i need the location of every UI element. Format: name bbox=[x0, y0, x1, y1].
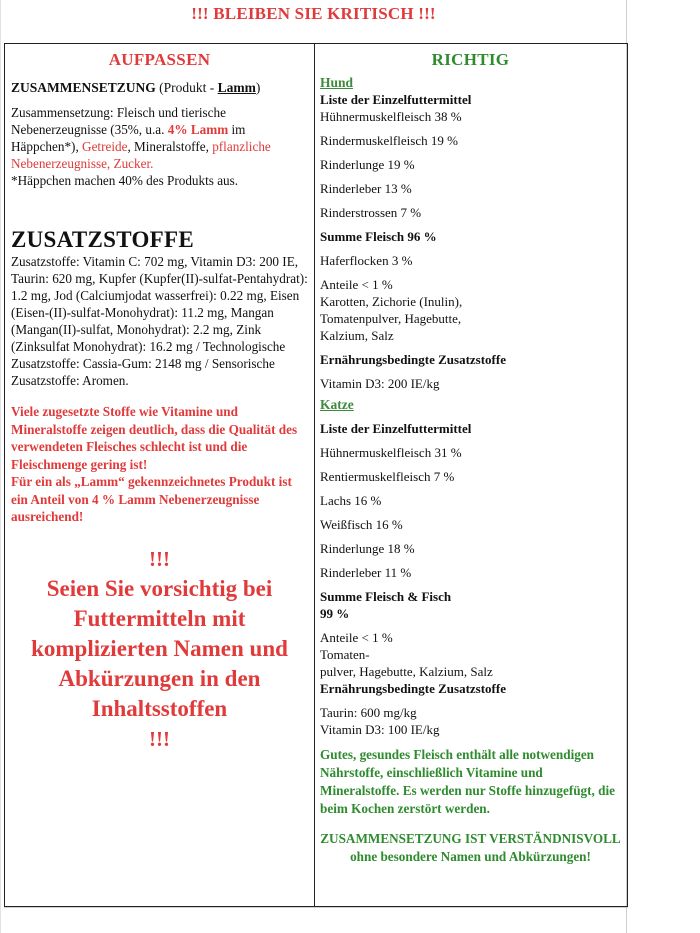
plant-byproducts-highlight: pflanzliche Nebenerzeugnisse, Zucker. bbox=[11, 139, 271, 171]
composition-title bbox=[11, 80, 308, 96]
list-item: Rinderleber 11 % bbox=[320, 565, 412, 580]
list-item: Karotten, Zichorie (Inulin), bbox=[320, 294, 463, 309]
exclamation-bottom: !!! bbox=[149, 726, 170, 751]
list-item: Tomatenpulver, Hagebutte, bbox=[320, 311, 462, 326]
list-item: Tomaten- bbox=[320, 647, 370, 662]
cat-minor-label: Anteile < 1 % bbox=[320, 630, 393, 645]
dog-additives-heading: Ernährungsbedingte Zusatzstoffe bbox=[320, 352, 506, 367]
composition-text-part: Zusammensetzung: Fleisch und tierische Nebenerzeugnisse (35%, u.a. bbox=[11, 105, 226, 137]
list-item: Vitamin D3: 100 IE/kg bbox=[320, 722, 440, 737]
composition-label: ZUSAMMENSETZUNG bbox=[11, 80, 156, 95]
lamb-percentage: 4% Lamm bbox=[167, 122, 229, 137]
bottom-divider bbox=[4, 907, 628, 908]
list-item: Weißfisch 16 % bbox=[320, 517, 403, 532]
warning-text-2: Für ein als „Lamm“ gekennzeichnetes Produkt ist ein Anteil von 4 % Lamm Nebenerzeugnisse ausreichend! bbox=[11, 474, 292, 524]
list-item: Haferflocken 3 % bbox=[320, 253, 413, 268]
composition-note: *Häppchen machen 40% des Produkts aus. bbox=[11, 173, 239, 188]
list-item: Rentiermuskelfleisch 7 % bbox=[320, 469, 455, 484]
cat-sum-line-1: Summe Fleisch & Fisch bbox=[320, 589, 452, 604]
list-item: Rinderleber 13 % bbox=[320, 181, 412, 196]
composition-paren-close: ) bbox=[255, 80, 261, 95]
cat-list-heading: Liste der Einzelfuttermittel bbox=[320, 421, 472, 436]
composition-text-part: im Häppchen*), bbox=[11, 122, 246, 154]
composition-paren-open: (Produkt - bbox=[155, 80, 218, 95]
right-column bbox=[315, 44, 627, 906]
list-item: Lachs 16 % bbox=[320, 493, 382, 508]
big-warning-text: Seien Sie vorsichtig bei Futtermitteln mit komplizierten Namen und Abkürzungen in den Inhaltsstoffen bbox=[31, 575, 288, 721]
composition-text bbox=[11, 104, 308, 172]
warning-text-1: Viele zugesetzte Stoffe wie Vitamine und Mineralstoffe zeigen deutlich, dass die Qualität des verwendeten Fleisches schlecht ist und die Fleischmenge gering ist! bbox=[11, 404, 298, 472]
list-item: Rindermuskelfleisch 19 % bbox=[320, 133, 458, 148]
list-item: pulver, Hagebutte, Kalzium, Salz bbox=[320, 664, 493, 679]
dog-meat-sum: Summe Fleisch 96 % bbox=[320, 229, 437, 244]
list-item: Vitamin D3: 200 IE/kg bbox=[320, 376, 440, 391]
additives-text: Zusatzstoffe: Vitamin C: 702 mg, Vitamin D3: 200 IE, Taurin: 620 mg, Kupfer (Kupfer(II)-sulfat-Pentahydrat): 1.2 mg, Jod (Calciumjodat wasserfrei): 0.22 mg, Eisen (Eisen-(II)-sulfat-Monohydrat): 11.2 mg, Mangan (Mangan(II)-sulfat, Monohydrat): 2.2 mg, Zink (Zinksulfat Monohydrat): 16.2 mg / Technologische Zusatzstoffe: Cassia-Gum: 2148 mg / Sensorische Zusatzstoffe: Aromen. bbox=[11, 254, 308, 388]
list-item: Rinderlunge 19 % bbox=[320, 157, 415, 172]
list-item: Hühnermuskelfleisch 38 % bbox=[320, 109, 462, 124]
page-title: !!! BLEIBEN SIE KRITISCH !!! bbox=[191, 4, 436, 23]
dog-list-heading: Liste der Einzelfuttermittel bbox=[320, 92, 472, 107]
cat-additives-heading: Ernährungsbedingte Zusatzstoffe bbox=[320, 681, 506, 696]
list-item: Taurin: 600 mg/kg bbox=[320, 705, 417, 720]
dog-section-link[interactable]: Hund bbox=[320, 75, 354, 90]
composition-product: Lamm bbox=[217, 80, 256, 95]
left-column bbox=[5, 44, 315, 906]
cat-sum-line-2: 99 % bbox=[320, 606, 350, 621]
conclusion-text: ZUSAMMENSETZUNG IST VERSTÄNDNISVOLL ohne besondere Namen und Abkürzungen! bbox=[320, 831, 621, 864]
composition-text-part: , Mineralstoffe, bbox=[127, 139, 213, 154]
dog-minor-label: Anteile < 1 % bbox=[320, 277, 393, 292]
list-item: Kalzium, Salz bbox=[320, 328, 394, 343]
cat-section-link[interactable]: Katze bbox=[320, 397, 354, 412]
list-item: Hühnermuskelfleisch 31 % bbox=[320, 445, 462, 460]
comparison-table bbox=[4, 43, 628, 907]
exclamation-top: !!! bbox=[149, 546, 170, 571]
right-heading: RICHTIG bbox=[431, 50, 510, 69]
list-item: Rinderlunge 18 % bbox=[320, 541, 415, 556]
grain-highlight: Getreide bbox=[82, 139, 128, 154]
big-warning bbox=[11, 544, 308, 754]
left-heading: AUFPASSEN bbox=[108, 50, 211, 69]
list-item: Rinderstrossen 7 % bbox=[320, 205, 422, 220]
additives-heading: ZUSATZSTOFFE bbox=[11, 227, 194, 252]
good-meat-text: Gutes, gesundes Fleisch enthält alle notwendigen Nährstoffe, einschließlich Vitamine und Mineralstoffe. Es werden nur Stoffe hinzugefügt, die beim Kochen zerstört werden. bbox=[320, 747, 615, 816]
